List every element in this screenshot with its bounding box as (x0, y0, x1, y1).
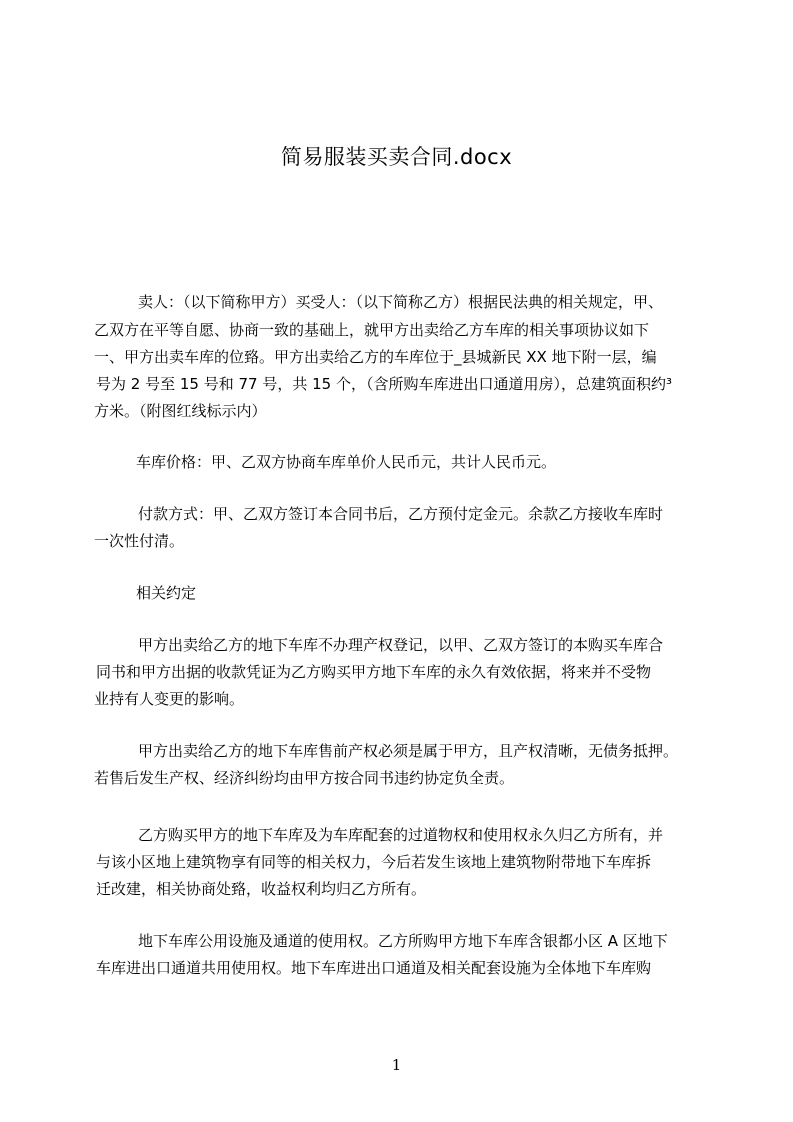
paragraph-price-line-1: 车库价格：甲、乙双方协商车库单价人民币元，共计人民币元。 (136, 453, 557, 471)
paragraph-property-rights-line-2: 若售后发生产权、经济纠纷均由甲方按合同书违约协定负全责。 (94, 769, 515, 787)
paragraph-parties-line-4: 号为 2 号至 15 号和 77 号，共 15 个，（含所购车库进出口通道用房），总建筑面积约³ (96, 375, 672, 393)
paragraph-payment-line-2: 一次性付清。 (94, 532, 185, 550)
paragraph-parties-line-2: 乙双方在平等自愿、协商一致的基础上，就甲方出卖给乙方车库的相关事项协议如下 (94, 321, 650, 339)
paragraph-public-facilities-line-2: 车库进出口通道共用使用权。地下车库进出口通道及相关配套设施为全体地下车库购 (96, 959, 652, 977)
paragraph-parties-line-1: 卖人：（以下简称甲方）买受人：（以下简称乙方）根据民法典的相关规定，甲、 (138, 293, 664, 311)
document-title: 简易服装买卖合同.docx (280, 145, 513, 169)
paragraph-property-rights-line-1: 甲方出卖给乙方的地下车库售前产权必须是属于甲方，且产权清晰，无债务抵押。 (138, 742, 679, 760)
paragraph-passage-rights-line-2: 与该小区地上建筑物享有同等的相关权力，今后若发生该地上建筑物附带地下车库拆 (96, 853, 652, 871)
paragraph-ownership-registration-line-2: 同书和甲方出据的收款凭证为乙方购买甲方地下车库的永久有效依据，将来并不受物 (96, 663, 652, 681)
page-number: 1 (391, 1056, 402, 1074)
paragraph-passage-rights-line-3: 迁改建，相关协商处臵，收益权利均归乙方所有。 (96, 880, 427, 898)
paragraph-parties-line-5: 方米。（附图红线标示内） (94, 402, 267, 420)
paragraph-ownership-registration-line-1: 甲方出卖给乙方的地下车库不办理产权登记，以甲、乙双方签订的本购买车库合 (138, 636, 664, 654)
paragraph-public-facilities-line-1: 地下车库公用设施及通道的使用权。乙方所购甲方地下车库含银都小区 A 区地下 (138, 932, 668, 950)
paragraph-parties-line-3: 一、甲方出卖车库的位臵。甲方出卖给乙方的车库位于_县城新民 XX 地下附一层，编 (94, 348, 657, 366)
paragraph-ownership-registration-line-3: 业持有人变更的影响。 (94, 690, 245, 708)
paragraph-related-heading-line-1: 相关约定 (136, 584, 197, 602)
paragraph-payment-line-1: 付款方式：甲、乙双方签订本合同书后，乙方预付定金元。余款乙方接收车库时 (138, 505, 664, 523)
paragraph-passage-rights-line-1: 乙方购买甲方的地下车库及为车库配套的过道物权和使用权永久归乙方所有，并 (138, 826, 664, 844)
